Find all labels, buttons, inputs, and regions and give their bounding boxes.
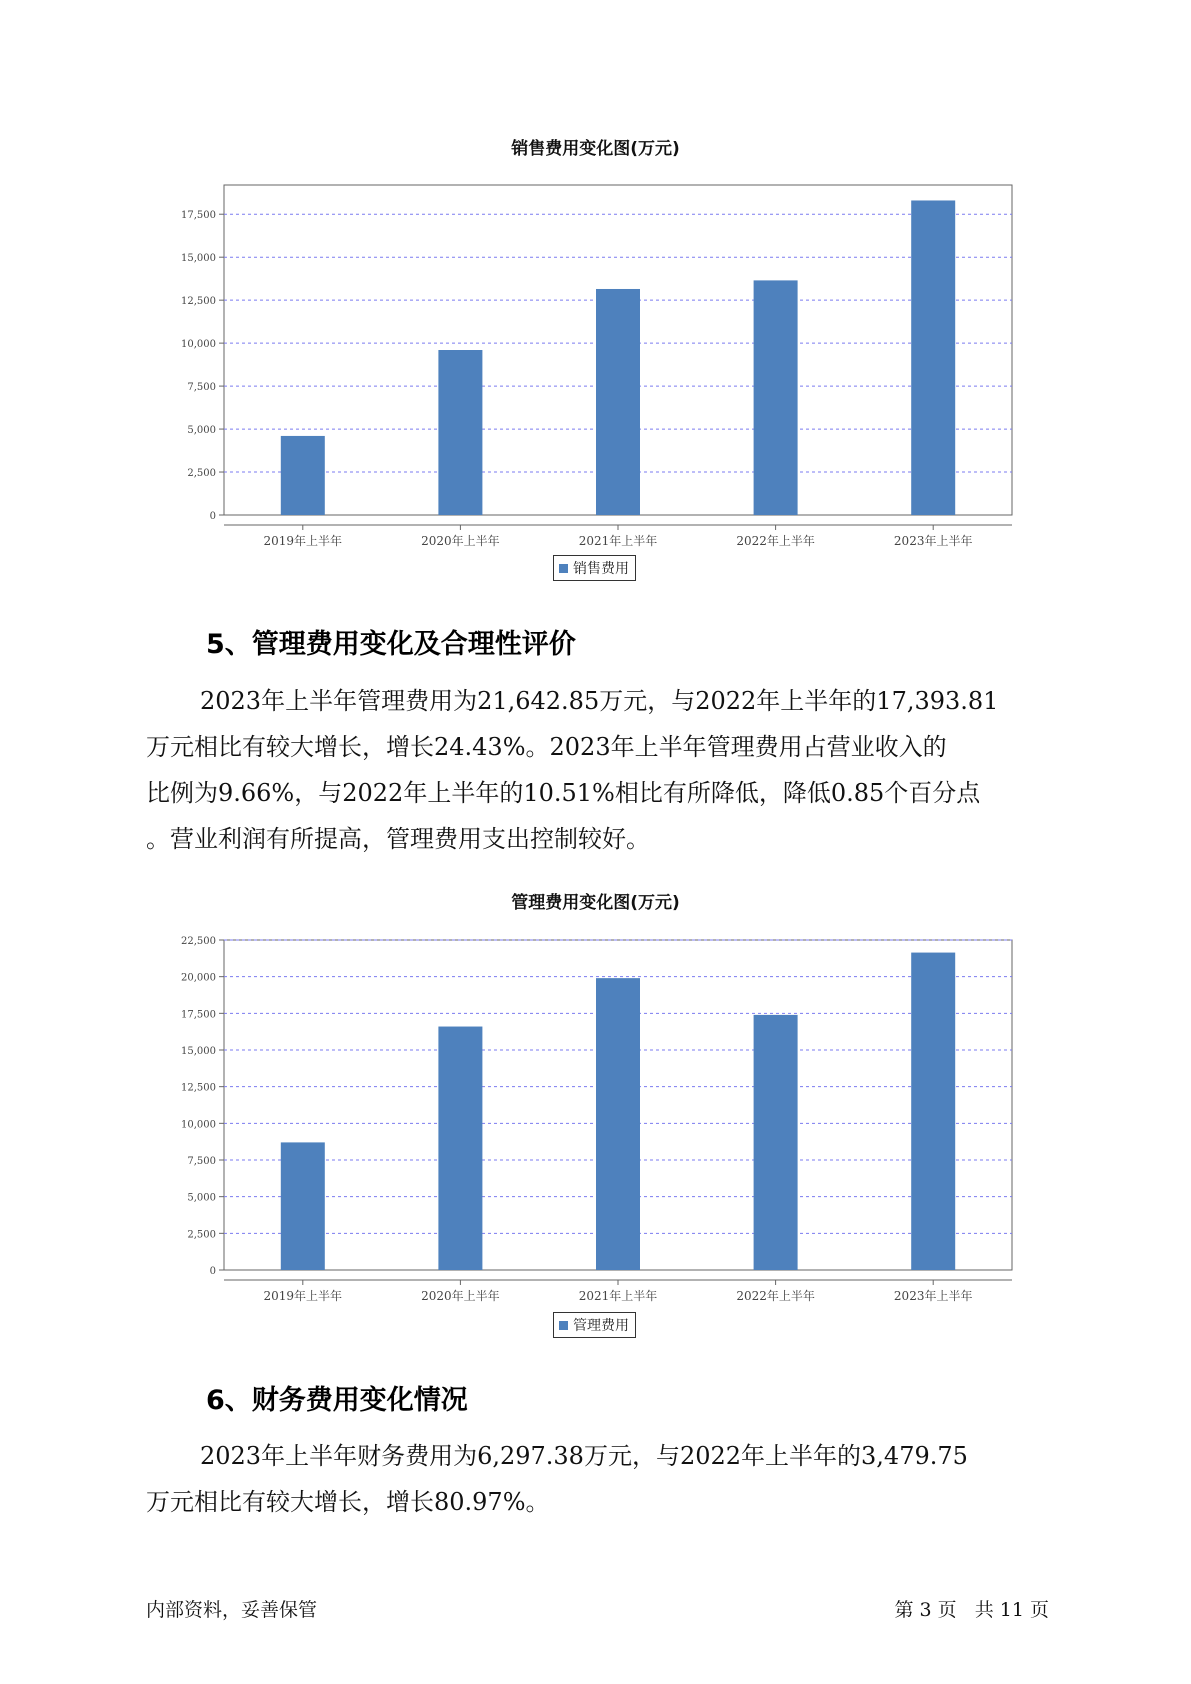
y-tick-label: 10,000: [181, 339, 216, 351]
y-tick-label: 12,500: [181, 296, 216, 308]
bar-5: [911, 200, 955, 515]
bar-1: [281, 436, 325, 515]
x-category-label: 2023年上半年: [893, 534, 973, 548]
section-6-paragraph: [146, 1433, 1071, 1525]
section-6-line-1: 2023年上半年财务费用为6,297.38万元，与2022年上半年的3,479.75: [200, 1442, 968, 1470]
y-tick-label: 12,500: [181, 1082, 216, 1094]
y-tick-label: 17,500: [181, 210, 216, 222]
chart-1-title: 销售费用变化图(万元): [511, 139, 680, 159]
x-category-label: 2019年上半年: [263, 1289, 343, 1303]
y-tick-label: 2,500: [187, 1229, 216, 1241]
x-category-label: 2020年上半年: [421, 1289, 500, 1303]
bar-3: [596, 978, 640, 1270]
bar-2: [438, 1027, 482, 1270]
x-category-label: 2022年上半年: [736, 1289, 815, 1303]
legend-swatch: [559, 1321, 568, 1330]
footer-confidential: 内部资料，妥善保管: [146, 1599, 318, 1621]
footer-page-number: 第 3 页 共 11 页: [894, 1599, 1049, 1621]
y-tick-label: 5,000: [187, 1192, 216, 1204]
chart-1-legend: [553, 555, 636, 581]
bar-3: [596, 289, 640, 515]
legend-label: 销售费用: [573, 561, 629, 577]
bar-2: [438, 350, 482, 515]
y-tick-label: 22,500: [181, 936, 216, 947]
section-5-paragraph: [146, 678, 1071, 862]
y-tick-label: 5,000: [187, 425, 216, 437]
legend-label: 管理费用: [573, 1318, 629, 1334]
section-5-heading: 5、管理费用变化及合理性评价: [206, 629, 576, 660]
bar-4: [754, 1015, 798, 1270]
y-tick-label: 0: [209, 1266, 216, 1277]
bar-4: [754, 280, 798, 515]
y-tick-label: 7,500: [187, 1156, 216, 1167]
section-5-line-2: 万元相比有较大增长，增长24.43%。2023年上半年管理费用占营业收入的: [146, 733, 947, 761]
chart-2-legend: [553, 1312, 636, 1338]
y-tick-label: 7,500: [187, 382, 216, 394]
y-tick-label: 10,000: [181, 1119, 216, 1131]
section-5-line-4: 。营业利润有所提高，管理费用支出控制较好。: [146, 825, 650, 853]
sales-expense-chart: [0, 160, 1191, 548]
legend-swatch: [559, 564, 568, 573]
y-tick-label: 0: [209, 511, 216, 522]
section-6-line-2: 万元相比有较大增长，增长80.97%。: [146, 1488, 550, 1516]
section-6-heading: 6、财务费用变化情况: [206, 1385, 468, 1416]
x-category-label: 2022年上半年: [736, 534, 815, 548]
y-tick-label: 15,000: [181, 1046, 216, 1057]
section-5-line-3: 比例为9.66%，与2022年上半年的10.51%相比有所降低，降低0.85个百分点: [146, 779, 981, 807]
y-tick-label: 17,500: [181, 1009, 216, 1021]
x-category-label: 2023年上半年: [893, 1289, 973, 1303]
section-5-line-1: 2023年上半年管理费用为21,642.85万元，与2022年上半年的17,393.81: [200, 687, 999, 715]
x-category-label: 2021年上半年: [578, 534, 658, 548]
y-tick-label: 2,500: [187, 468, 216, 480]
admin-expense-chart: [0, 920, 1191, 1303]
bar-5: [911, 953, 955, 1270]
chart-2-title: 管理费用变化图(万元): [511, 893, 680, 913]
x-category-label: 2019年上半年: [263, 534, 343, 548]
y-tick-label: 15,000: [181, 253, 216, 265]
y-tick-label: 20,000: [181, 972, 216, 984]
x-category-label: 2020年上半年: [421, 534, 500, 548]
x-category-label: 2021年上半年: [578, 1289, 658, 1303]
bar-1: [281, 1142, 325, 1270]
